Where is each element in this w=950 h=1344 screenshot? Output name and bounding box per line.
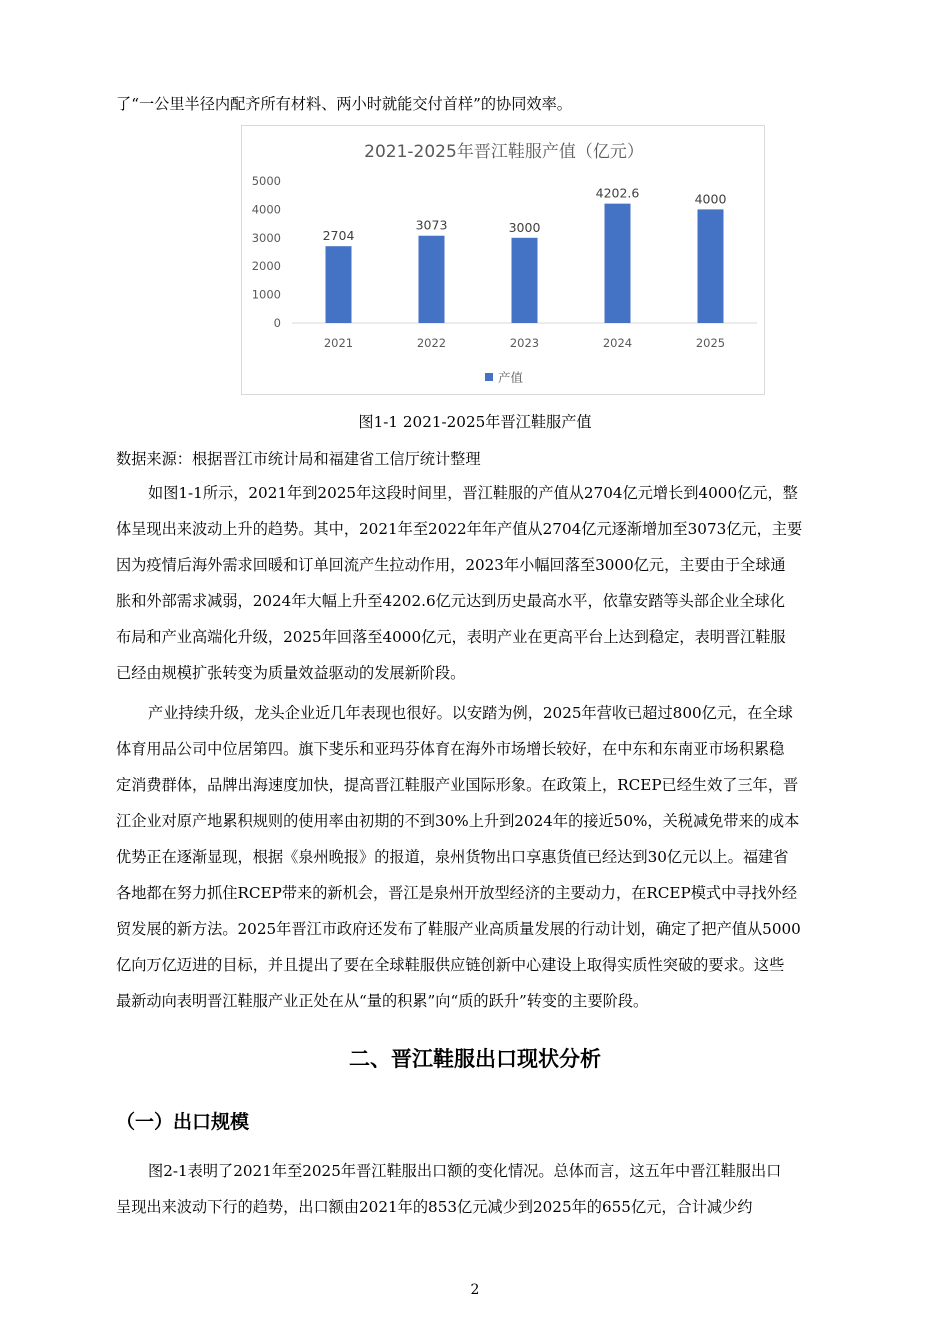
bar-chart [242,126,766,396]
paragraph-line: 因为疫情后海外需求回暖和订单回流产生拉动作用，2023年小幅回落至3000亿元，主要由于全球通 [116,556,786,574]
x-tick-label: 2024 [602,336,633,350]
y-tick-label: 5000 [251,174,281,188]
paragraph-line: 江企业对原产地累积规则的使用率由初期的不到30%上升到2024年的接近50%，关税减免带来的成本 [116,812,800,830]
y-tick-label: 1000 [251,287,281,302]
data-source-note: 数据来源：根据晋江市统计局和福建省工信厅统计整理 [116,450,481,468]
paragraph-line: 胀和外部需求减弱，2024年大幅上升至4202.6亿元达到历史最高水平，依靠安踏等头部企业全球化 [116,592,785,610]
section-heading: 二、晋江鞋服出口现状分析 [349,1047,601,1071]
paragraph-line: 产业持续升级，龙头企业近几年表现也很好。以安踏为例，2025年营收已超过800亿元，在全球 [148,704,793,722]
y-tick-label: 3000 [251,230,281,245]
paragraph-line: 体呈现出来波动上升的趋势。其中，2021年至2022年年产值从2704亿元逐渐增加至3073亿元，主要 [116,520,803,538]
x-tick-label: 2023 [509,336,540,350]
paragraph-line: 已经由规模扩张转变为质量效益驱动的发展新阶段。 [116,664,466,682]
text-line-continuation: 了“一公里半径内配齐所有材料、两小时就能交付首样”的协同效率。 [116,95,572,113]
paragraph-line: 优势正在逐渐显现，根据《泉州晚报》的报道，泉州货物出口享惠货值已经达到30亿元以上。福建省 [116,848,789,866]
paragraph-line: 定消费群体，品牌出海速度加快，提高晋江鞋服产业国际形象。在政策上，RCEP已经生效了三年，晋 [116,776,799,794]
figure-caption: 图1-1 2021-2025年晋江鞋服产值 [358,413,592,431]
bar-2025 [698,209,724,323]
page-number: 2 [470,1282,480,1298]
y-tick-label: 4000 [251,202,281,217]
paragraph-line: 布局和产业高端化升级，2025年回落至4000亿元，表明产业在更高平台上达到稳定，表明晋江鞋服 [116,628,786,646]
legend-swatch [485,373,493,381]
x-tick-label: 2025 [695,336,726,350]
subsection-heading: （一）出口规模 [116,1111,250,1133]
x-tick-label: 2021 [323,336,354,350]
data-label: 4202.6 [595,185,640,201]
bar-2024 [605,204,631,323]
data-label: 3000 [508,219,541,235]
paragraph-line: 如图1-1所示，2021年到2025年这段时间里，晋江鞋服的产值从2704亿元增长到4000亿元，整 [148,484,798,502]
paragraph-line: 贸发展的新方法。2025年晋江市政府还发布了鞋服产业高质量发展的行动计划，确定了把产值从5000 [116,920,801,938]
paragraph-line: 最新动向表明晋江鞋服产业正处在从“量的积累”向“质的跃升”转变的主要阶段。 [116,992,649,1010]
bar-2023 [512,238,538,323]
paragraph-line: 亿向万亿迈进的目标，并且提出了要在全球鞋服供应链创新中心建设上取得实质性突破的要求。这些 [116,956,785,974]
paragraph-line: 呈现出来波动下行的趋势，出口额由2021年的853亿元减少到2025年的655亿元，合计减少约 [116,1198,753,1216]
x-tick-label: 2022 [416,336,447,350]
paragraph-line: 图2-1表明了2021年至2025年晋江鞋服出口额的变化情况。总体而言，这五年中晋江鞋服出口 [148,1162,782,1180]
data-label: 2704 [322,228,355,244]
bar-2021 [326,246,352,323]
data-label: 3073 [415,217,448,233]
chart-title: 2021-2025年晋江鞋服产值（亿元） [364,142,644,162]
y-tick-label: 2000 [251,259,281,274]
data-label: 4000 [694,191,727,207]
paragraph-line: 各地都在努力抓住RCEP带来的新机会，晋江是泉州开放型经济的主要动力，在RCEP模式中寻找外经 [116,884,798,902]
paragraph-line: 体育用品公司中位居第四。旗下斐乐和亚玛芬体育在海外市场增长较好，在中东和东南亚市场积累稳 [116,740,785,758]
legend-label: 产值 [498,370,524,385]
chart-frame [241,125,765,395]
bar-2022 [419,236,445,323]
y-tick-label: 0 [273,316,281,330]
